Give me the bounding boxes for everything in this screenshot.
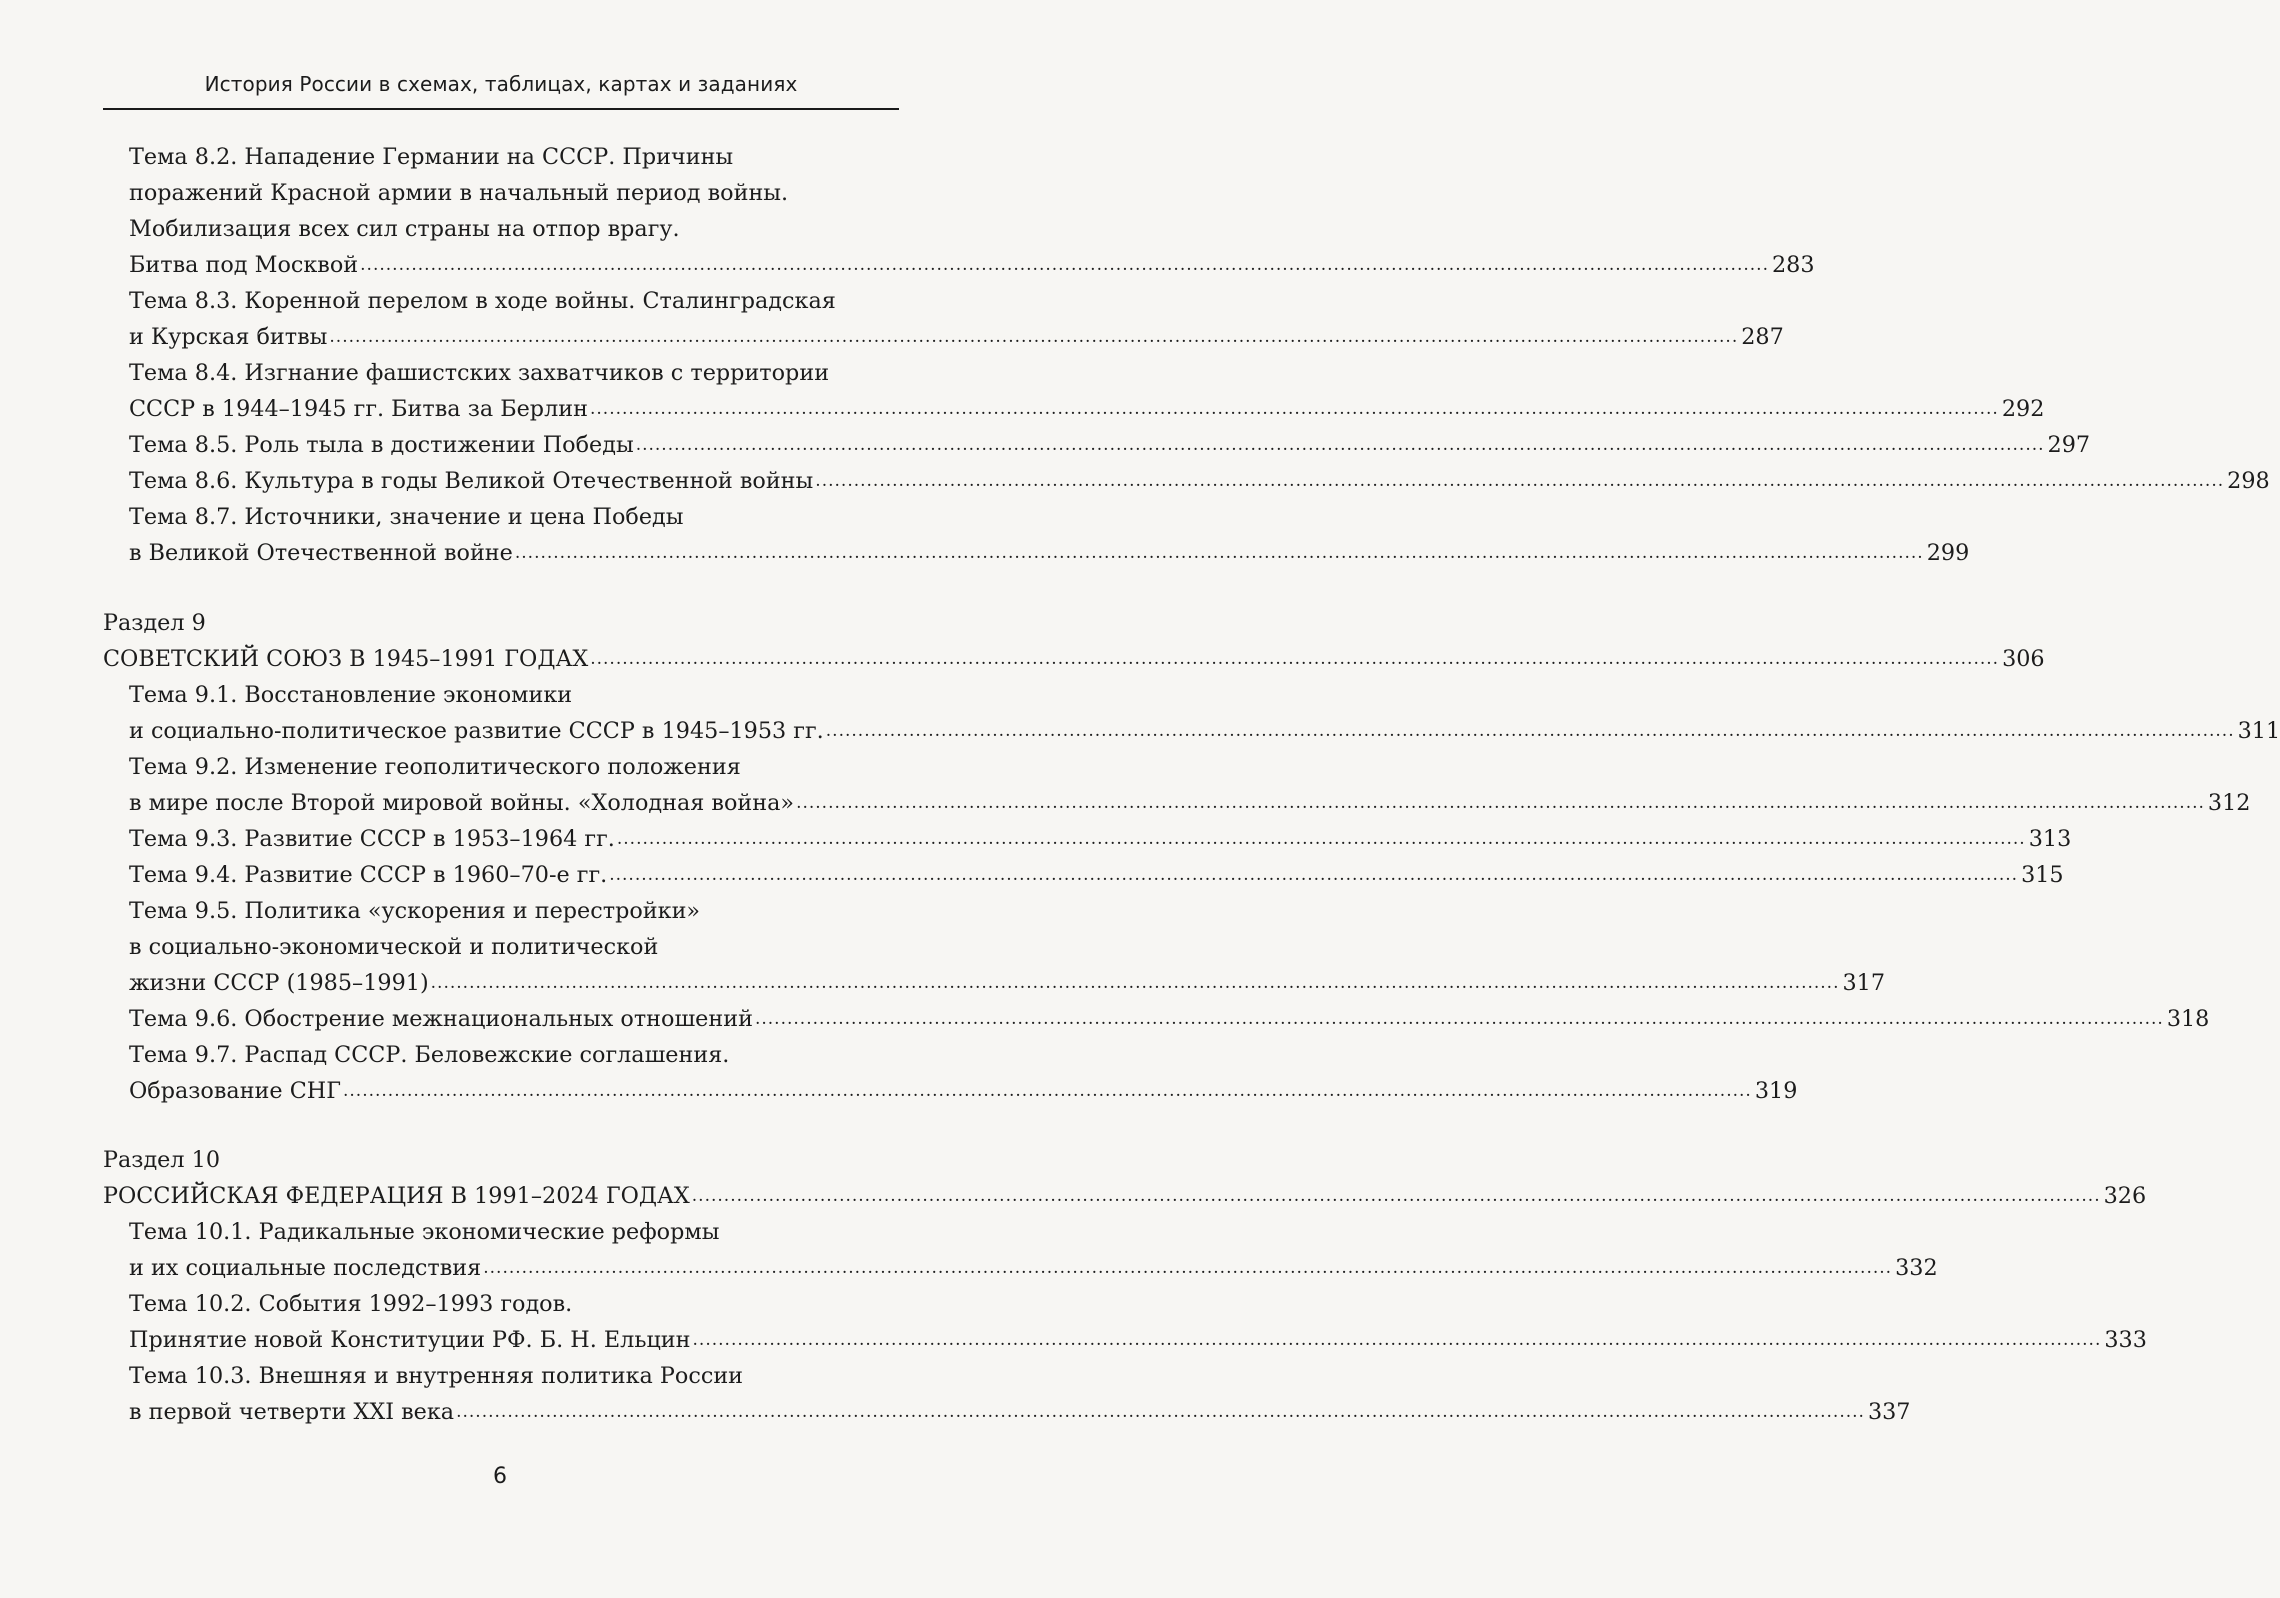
toc-entry-9-3[interactable]	[129, 821, 2072, 857]
dot-leader: ............................................................................................................................................................................................................................	[754, 1009, 2164, 1029]
toc-entry-9-4[interactable]	[129, 857, 2064, 893]
dot-leader: ............................................................................................................................................................................................................................	[815, 471, 2225, 491]
page-number: 337	[1867, 1399, 1911, 1425]
toc-entry-text: Тема 8.5. Роль тыла в достижении Победы	[129, 432, 634, 458]
toc-entry-8-3[interactable]	[129, 319, 1784, 355]
toc-entry-text: Тема 9.4. Развитие СССР в 1960–70-е гг.	[129, 862, 608, 888]
toc-entry-8-4[interactable]	[129, 391, 2045, 427]
toc-line: Мобилизация всех сил страны на отпор врагу.	[129, 216, 680, 242]
page-number: 299	[1926, 540, 1970, 566]
toc-entry-text: Тема 8.6. Культура в годы Великой Отечественной войны	[129, 468, 814, 494]
page-number: 297	[2047, 432, 2091, 458]
toc-entry-9-5[interactable]	[129, 965, 1886, 1001]
toc-entry-text: Битва под Москвой	[129, 252, 359, 278]
toc-entry-8-5[interactable]	[129, 427, 2091, 463]
dot-leader: ............................................................................................................................................................................................................................	[342, 1081, 1752, 1101]
toc-line: Тема 8.7. Источники, значение и цена Победы	[129, 504, 684, 530]
page-number: 318	[2166, 1006, 2210, 1032]
page-number: 319	[1754, 1078, 1798, 1104]
dot-leader: ............................................................................................................................................................................................................................	[483, 1258, 1893, 1278]
dot-leader: ............................................................................................................................................................................................................................	[514, 543, 1924, 563]
page-number: 283	[1771, 252, 1815, 278]
toc-entry-9-6[interactable]	[129, 1001, 2210, 1037]
section-10-title[interactable]	[103, 1178, 2147, 1214]
toc-entry-10-2[interactable]	[129, 1322, 2147, 1358]
toc-entry-text: в мире после Второй мировой войны. «Холодная война»	[129, 790, 795, 816]
toc-line: Тема 9.7. Распад СССР. Беловежские соглашения.	[129, 1042, 730, 1068]
page-number: 298	[2227, 468, 2270, 494]
toc-line: поражений Красной армии в начальный период войны.	[129, 180, 789, 206]
dot-leader: ............................................................................................................................................................................................................................	[589, 399, 1999, 419]
dot-leader: ............................................................................................................................................................................................................................	[590, 649, 2000, 669]
toc-line: Тема 9.5. Политика «ускорения и перестройки»	[129, 898, 701, 924]
toc-line: Тема 10.2. События 1992–1993 годов.	[129, 1291, 573, 1317]
page-number: 313	[2028, 826, 2072, 852]
toc-entry-text: и социально-политическое развитие СССР в 1945–1953 гг.	[129, 718, 824, 744]
page-number: 312	[2207, 790, 2251, 816]
toc-entry-8-7[interactable]	[129, 535, 1970, 571]
toc-entry-text: Образование СНГ	[129, 1078, 341, 1104]
dot-leader: ............................................................................................................................................................................................................................	[691, 1186, 2101, 1206]
dot-leader: ............................................................................................................................................................................................................................	[360, 255, 1769, 275]
toc-entry-9-2[interactable]	[129, 785, 2251, 821]
page-number: 292	[2001, 396, 2045, 422]
dot-leader: ............................................................................................................................................................................................................................	[609, 865, 2019, 885]
toc-line: Тема 10.1. Радикальные экономические реформы	[129, 1219, 720, 1245]
toc-line: Тема 9.2. Изменение геополитического положения	[129, 754, 741, 780]
toc-line: Тема 10.3. Внешняя и внутренняя политика России	[129, 1363, 744, 1389]
section-title: РОССИЙСКАЯ ФЕДЕРАЦИЯ В 1991–2024 ГОДАХ	[103, 1183, 690, 1209]
dot-leader: ............................................................................................................................................................................................................................	[456, 1402, 1865, 1422]
section-9-title[interactable]	[103, 641, 2045, 677]
toc-line: Тема 8.4. Изгнание фашистских захватчиков с территории	[129, 360, 830, 386]
section-label: Раздел 9	[103, 610, 206, 636]
toc-line: Тема 8.2. Нападение Германии на СССР. Причины	[129, 144, 734, 170]
toc-entry-text: жизни СССР (1985–1991)	[129, 970, 429, 996]
page-number: 332	[1895, 1255, 1938, 1281]
dot-leader: ............................................................................................................................................................................................................................	[616, 829, 2026, 849]
toc-line: в социально-экономической и политической	[129, 934, 659, 960]
dot-leader: ............................................................................................................................................................................................................................	[635, 435, 2045, 455]
toc-entry-text: и их социальные последствия	[129, 1255, 482, 1281]
page-number: 287	[1741, 324, 1784, 350]
toc-entry-9-7[interactable]	[129, 1073, 1798, 1109]
running-head: История России в схемах, таблицах, картах и заданиях	[204, 72, 798, 96]
page-number: 315	[2021, 862, 2064, 888]
toc-line: Тема 9.1. Восстановление экономики	[129, 682, 573, 708]
dot-leader: ............................................................................................................................................................................................................................	[692, 1330, 2102, 1350]
toc-entry-text: Тема 9.6. Обострение межнациональных отношений	[129, 1006, 753, 1032]
page-folio: 6	[493, 1464, 507, 1489]
toc-entry-text: Принятие новой Конституции РФ. Б. Н. Ельцин	[129, 1327, 691, 1353]
toc-entry-text: СССР в 1944–1945 гг. Битва за Берлин	[129, 396, 588, 422]
toc-entry-text: в первой четверти XXI века	[129, 1399, 455, 1425]
page-number: 333	[2104, 1327, 2147, 1353]
toc-entry-text: и Курская битвы	[129, 324, 328, 350]
page-number: 317	[1842, 970, 1886, 996]
toc-line: Тема 8.3. Коренной перелом в ходе войны. Сталинградская	[129, 288, 836, 314]
section-label: Раздел 10	[103, 1147, 221, 1173]
toc-entry-10-3[interactable]	[129, 1394, 1911, 1430]
page-number: 306	[2002, 646, 2045, 672]
toc-entry-8-2[interactable]	[129, 247, 1815, 283]
toc-entry-text: в Великой Отечественной войне	[129, 540, 513, 566]
header-rule	[103, 108, 899, 110]
page-number: 326	[2103, 1183, 2147, 1209]
page-number: 311	[2237, 718, 2280, 744]
dot-leader: ............................................................................................................................................................................................................................	[825, 721, 2235, 741]
toc-entry-9-1[interactable]	[129, 713, 2280, 749]
dot-leader: ............................................................................................................................................................................................................................	[430, 973, 1840, 993]
toc-entry-text: Тема 9.3. Развитие СССР в 1953–1964 гг.	[129, 826, 615, 852]
dot-leader: ............................................................................................................................................................................................................................	[796, 793, 2205, 813]
toc-entry-10-1[interactable]	[129, 1250, 1938, 1286]
section-title: СОВЕТСКИЙ СОЮЗ В 1945–1991 ГОДАХ	[103, 646, 589, 672]
toc-entry-8-6[interactable]	[129, 463, 2270, 499]
dot-leader: ............................................................................................................................................................................................................................	[329, 327, 1739, 347]
